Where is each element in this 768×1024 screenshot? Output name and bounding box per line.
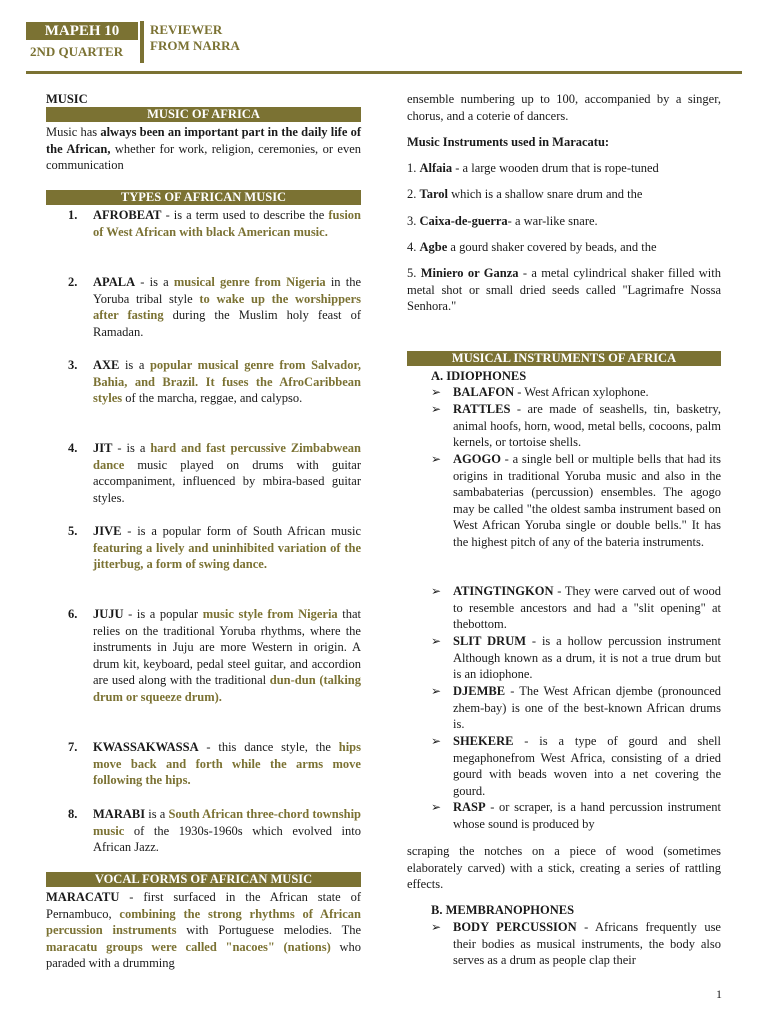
instrument-name: Caixa-de-guerra — [419, 214, 508, 228]
band-musical-instruments: MUSICAL INSTRUMENTS OF AFRICA — [407, 351, 721, 366]
list-item: JIT - is a hard and fast percussive Zimbabwean dance music played on drums with guitar accompaniment, influenced by mbira-based guitar styles. — [93, 441, 361, 505]
intro-emphasis: always been an important part in the daily life of the African, — [46, 125, 361, 156]
header-rule — [26, 71, 742, 74]
type-name: AXE — [93, 358, 120, 372]
arrow-bullet-icon: ➢ — [431, 684, 442, 698]
list-item: MARABI is a South African three-chord township music of the 1930s-1960s which evolved into African Jazz. — [93, 807, 362, 855]
type-number: 3. — [68, 358, 78, 372]
arrow-bullet-icon: ➢ — [431, 800, 442, 814]
intro-text-1: Music has — [46, 125, 101, 139]
type-highlight: music style from Nigeria — [202, 607, 338, 621]
type-highlight: fusion of West African with black American music. — [93, 208, 361, 239]
list-item: AGOGO - a single bell or multiple bells that had its origins in traditional Yoruba music and also in the sambabaterias (percussion) ensembles. The agogo may be called "the oldest samba instrument based on West African Yoruba single or double bells." It has the highest pitch of any of the bateria instruments. — [453, 452, 721, 549]
list-item: 2. Tarol which is a shallow snare drum and the — [407, 187, 643, 201]
type-number: 1. — [68, 208, 78, 222]
type-highlight: hips move back and forth while the arms move following the hips. — [93, 740, 361, 788]
list-item: RASP - or scraper, is a hand percussion instrument whose sound is produced by — [453, 800, 721, 831]
type-name: JIT — [93, 441, 113, 455]
arrow-bullet-icon: ➢ — [431, 402, 442, 416]
instrument-name: AGOGO — [453, 452, 501, 466]
type-highlight: musical genre from Nigeria — [173, 275, 326, 289]
type-number: 7. — [68, 740, 78, 754]
type-name: MARABI — [93, 807, 146, 821]
maracatu-highlight: maracatu groups were called "nacoes" (nations) — [46, 939, 331, 954]
instrument-name: BODY PERCUSSION — [453, 920, 577, 934]
type-name: AFROBEAT — [93, 208, 162, 222]
list-item: 3. Caixa-de-guerra- a war-like snare. — [407, 214, 598, 228]
list-item: 4. Agbe a gourd shaker covered by beads, and the — [407, 240, 657, 254]
page-number: 1 — [716, 987, 722, 1001]
maracatu-instruments-title: Music Instruments used in Maracatu: — [407, 135, 610, 149]
instrument-name: Agbe — [419, 240, 448, 254]
instrument-name: Tarol — [419, 187, 448, 201]
list-item: AXE is a popular musical genre from Salvador, Bahia, and Brazil. It fuses the AfroCaribbean styles of the marcha, reggae, and calypso. — [93, 358, 361, 406]
arrow-bullet-icon: ➢ — [431, 920, 442, 934]
instrument-name: BALAFON — [453, 385, 515, 399]
type-highlight: hard and fast percussive Zimbabwean dance — [93, 441, 361, 472]
instrument-name: RATTLES — [453, 402, 511, 416]
membranophones-label: B. MEMBRANOPHONES — [431, 903, 575, 917]
type-number: 5. — [68, 524, 78, 538]
list-item: BODY PERCUSSION - Africans frequently use their bodies as musical instruments, the body also serves as a drum as people clap their — [453, 920, 721, 968]
type-number: 2. — [68, 275, 78, 289]
intro-paragraph — [46, 124, 361, 174]
instrument-name: RASP — [453, 800, 486, 814]
intro-text-2: whether for work, religion, ceremonies, or even communication — [46, 141, 362, 173]
list-item: KWASSAKWASSA - this dance style, the hips move back and forth while the arms move following the hips. — [93, 740, 361, 788]
type-highlight: popular musical genre from Salvador, Bahia, and Brazil. It fuses the AfroCaribbean styles — [93, 358, 361, 406]
quarter-label: 2ND QUARTER — [30, 44, 124, 59]
list-item: 5. Miniero or Ganza - a metal cylindrical shaker filled with metal shot or small dried seeds called "Lagrimafre Nossa Senhora." — [407, 266, 721, 314]
instrument-name: Miniero or Ganza — [420, 266, 519, 280]
arrow-bullet-icon: ➢ — [431, 734, 442, 748]
section-title: MUSIC — [46, 92, 88, 106]
type-number: 8. — [68, 807, 78, 821]
list-item: DJEMBE - The West African djembe (pronounced zhem-bay) is one of the best-known African drums is. — [453, 684, 721, 732]
reviewer-label — [150, 22, 240, 54]
maracatu-name: MARACATU — [46, 890, 120, 904]
arrow-bullet-icon: ➢ — [431, 634, 442, 648]
list-item: JUJU - is a popular music style from Nigeria that relies on the traditional Yoruba rhythms, where the instruments in Juju are more Western in origin. A drum kit, keyboard, pedal steel guitar, and accordion are used along with the traditional dun-dun (talking drum or squeeze drum). — [93, 607, 362, 704]
type-name: JUJU — [93, 607, 124, 621]
type-highlight: featuring a lively and uninhibited variation of the jitterbug, a form of swing dance. — [93, 540, 361, 572]
list-item: JIVE - is a popular form of South African music featuring a lively and uninhibited variation of the jitterbug, a form of swing dance. — [93, 524, 361, 572]
type-highlight: to wake up the worshippers after fasting — [93, 291, 361, 323]
reviewer-line-1: REVIEWER — [150, 22, 223, 37]
type-highlight: dun-dun (talking drum or squeeze drum). — [93, 673, 361, 704]
instrument-name: ATINGTINGKON — [453, 584, 554, 598]
maracatu-continuation: ensemble numbering up to 100, accompanied by a singer, chorus, and a coterie of dancers. — [407, 92, 721, 123]
instrument-name: DJEMBE — [453, 684, 506, 698]
type-number: 4. — [68, 441, 78, 455]
list-item: 1. Alfaia - a large wooden drum that is rope-tuned — [407, 161, 659, 175]
header-divider — [140, 21, 144, 63]
list-item: ATINGTINGKON - They were carved out of wood to resemble ancestors and had a "slit opening" at thebottom. — [453, 584, 721, 632]
maracatu-paragraph: MARACATU - first surfaced in the African state of Pernambuco, combining the strong rhythms of African percussion instruments with Portuguese melodies. The maracatu groups were called "nacoes" (nations) who paraded with a drumming — [46, 890, 361, 971]
list-item: RATTLES - are made of seashells, tin, basketry, animal hoofs, horn, wood, metal bells, cocoons, palm kernels, or tortoise shells. — [453, 402, 721, 450]
rasp-continuation: scraping the notches on a piece of wood (sometimes elaborately carved) with a stick, creating a series of rattling effects. — [407, 844, 721, 892]
type-number: 6. — [68, 607, 78, 621]
list-item: SHEKERE - is a type of gourd and shell megaphonefrom West Africa, consisting of a dried gourd with beads woven into a net covering the gourd. — [453, 734, 721, 798]
instrument-name: SHEKERE — [453, 734, 514, 748]
list-item: AFROBEAT - is a term used to describe the fusion of West African with black American music. — [93, 208, 361, 239]
arrow-bullet-icon: ➢ — [431, 584, 442, 598]
maracatu-highlight: combining the strong rhythms of African percussion instruments — [46, 906, 361, 938]
type-highlight: South African three-chord township music — [93, 807, 362, 838]
list-item: APALA - is a musical genre from Nigeria in the Yoruba tribal style to wake up the worshippers after fasting during the Muslim holy feast of Ramadan. — [93, 275, 361, 339]
subject-label: MAPEH 10 — [26, 22, 138, 40]
idiophones-label: A. IDIOPHONES — [431, 369, 527, 383]
band-types-of-african-music: TYPES OF AFRICAN MUSIC — [46, 190, 361, 205]
list-item: SLIT DRUM - is a hollow percussion instrument Although known as a drum, it is not a true drum but is an idiophone. — [453, 634, 721, 682]
type-name: APALA — [93, 275, 136, 289]
arrow-bullet-icon: ➢ — [431, 385, 442, 399]
list-item: BALAFON - West African xylophone. — [453, 385, 649, 399]
band-vocal-forms: VOCAL FORMS OF AFRICAN MUSIC — [46, 872, 361, 887]
arrow-bullet-icon: ➢ — [431, 452, 442, 466]
instrument-name: SLIT DRUM — [453, 634, 527, 648]
instrument-name: Alfaia — [419, 161, 453, 175]
type-name: JIVE — [93, 524, 122, 538]
band-music-of-africa: MUSIC OF AFRICA — [46, 107, 361, 122]
type-name: KWASSAKWASSA — [93, 740, 199, 754]
reviewer-line-2: FROM NARRA — [150, 38, 240, 53]
